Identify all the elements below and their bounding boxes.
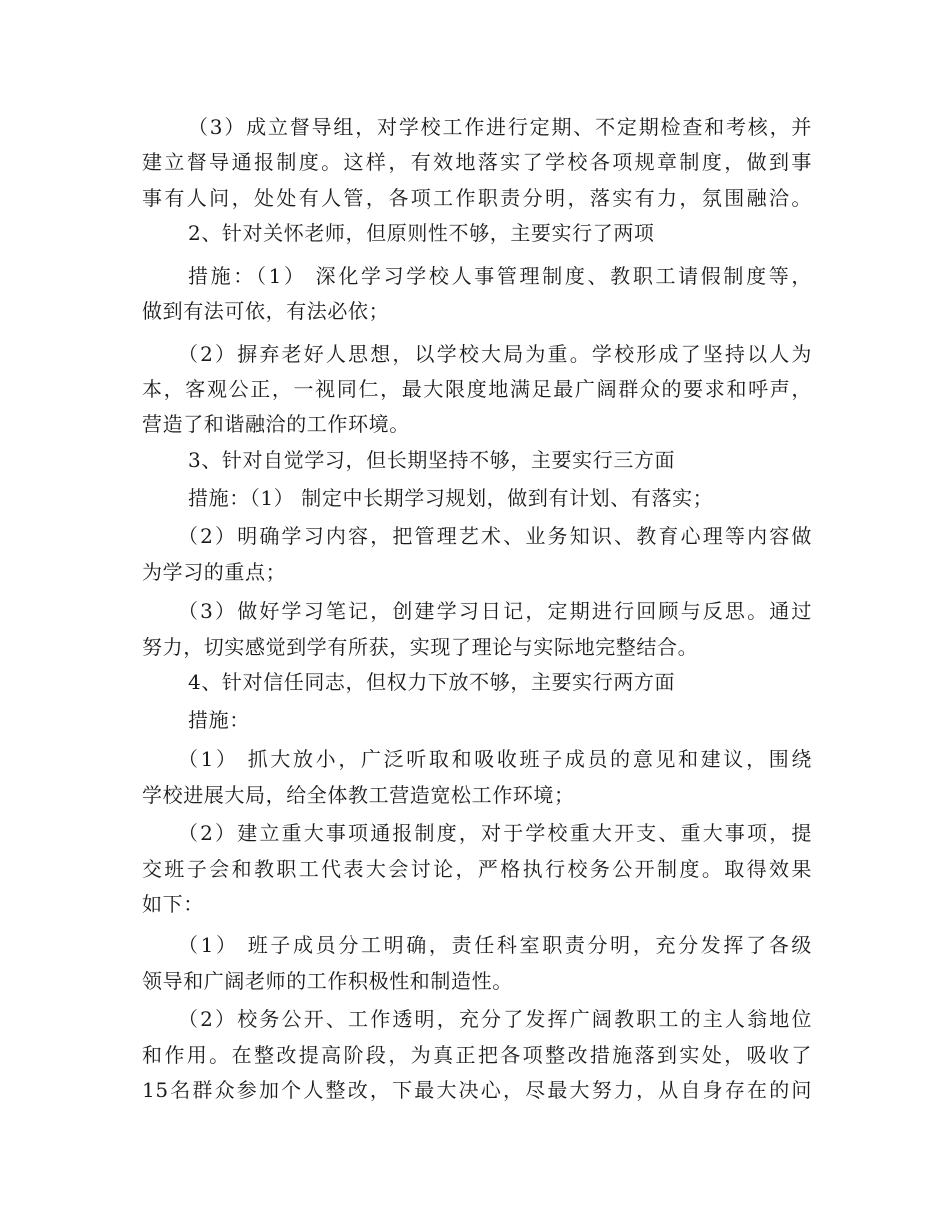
text-line: （2）明确学习内容，把管理艺术、业务知识、教育心理等内容做 — [178, 524, 812, 548]
text-line: 措施：（1） 深化学习学校人事管理制度、教职工请假制度等， — [188, 264, 812, 288]
text-line: 和作用。在整改提高阶段，为真正把各项整改措施落到实处，吸收了 — [142, 1043, 812, 1067]
text-line: 措施：（1） 制定中长期学习规划，做到有计划、有落实； — [188, 486, 714, 510]
text-line: （3）成立督导组，对学校工作进行定期、不定期检查和考核，并 — [188, 115, 812, 139]
text-line: 4、针对信任同志，但权力下放不够，主要实行两方面 — [188, 670, 676, 694]
text-line: 交班子会和教职工代表大会讨论，严格执行校务公开制度。取得效果 — [142, 857, 812, 881]
text-line: 努力，切实感觉到学有所获，实现了理论与实际地完整结合。 — [142, 635, 699, 659]
text-line: （1） 班子成员分工明确，责任科室职责分明，充分发挥了各级 — [178, 933, 812, 957]
text-line: 营造了和谐融洽的工作环境。 — [142, 412, 410, 436]
text-line: 如下： — [142, 892, 204, 916]
text-line: （2）摒弃老好人思想，以学校大局为重。学校形成了坚持以人为 — [178, 342, 812, 366]
text-line: 事有人问，处处有人管，各项工作职责分明，落实有力，氛围融洽。 — [142, 186, 812, 210]
text-line: 本，客观公正，一视同仁，最大限度地满足最广阔群众的要求和呼声， — [142, 377, 812, 401]
text-line: （1） 抓大放小，广泛听取和吸收班子成员的意见和建议，围绕 — [178, 747, 812, 771]
text-line: 3、针对自觉学习，但长期坚持不够，主要实行三方面 — [188, 448, 676, 472]
text-line: 措施： — [188, 708, 250, 732]
text-line: 建立督导通报制度。这样，有效地落实了学校各项规章制度，做到事 — [142, 150, 812, 174]
text-line: 做到有法可依，有法必依； — [142, 299, 390, 323]
text-line: （2）建立重大事项通报制度，对于学校重大开支、重大事项，提 — [178, 821, 812, 845]
text-line: 15名群众参加个人整改，下最大决心，尽最大努力，从自身存在的问 — [142, 1078, 812, 1102]
text-line: 学校进展大局，给全体教工营造宽松工作环境； — [142, 783, 575, 807]
text-line: 为学习的重点； — [142, 560, 287, 584]
text-line: 2、针对关怀老师，但原则性不够，主要实行了两项 — [188, 221, 655, 245]
text-line: 领导和广阔老师的工作积极性和制造性。 — [142, 969, 513, 993]
text-line: （2）校务公开、工作透明，充分了发挥广阔教职工的主人翁地位 — [178, 1007, 812, 1031]
text-line: （3）做好学习笔记，创建学习日记，定期进行回顾与反思。通过 — [178, 599, 812, 623]
